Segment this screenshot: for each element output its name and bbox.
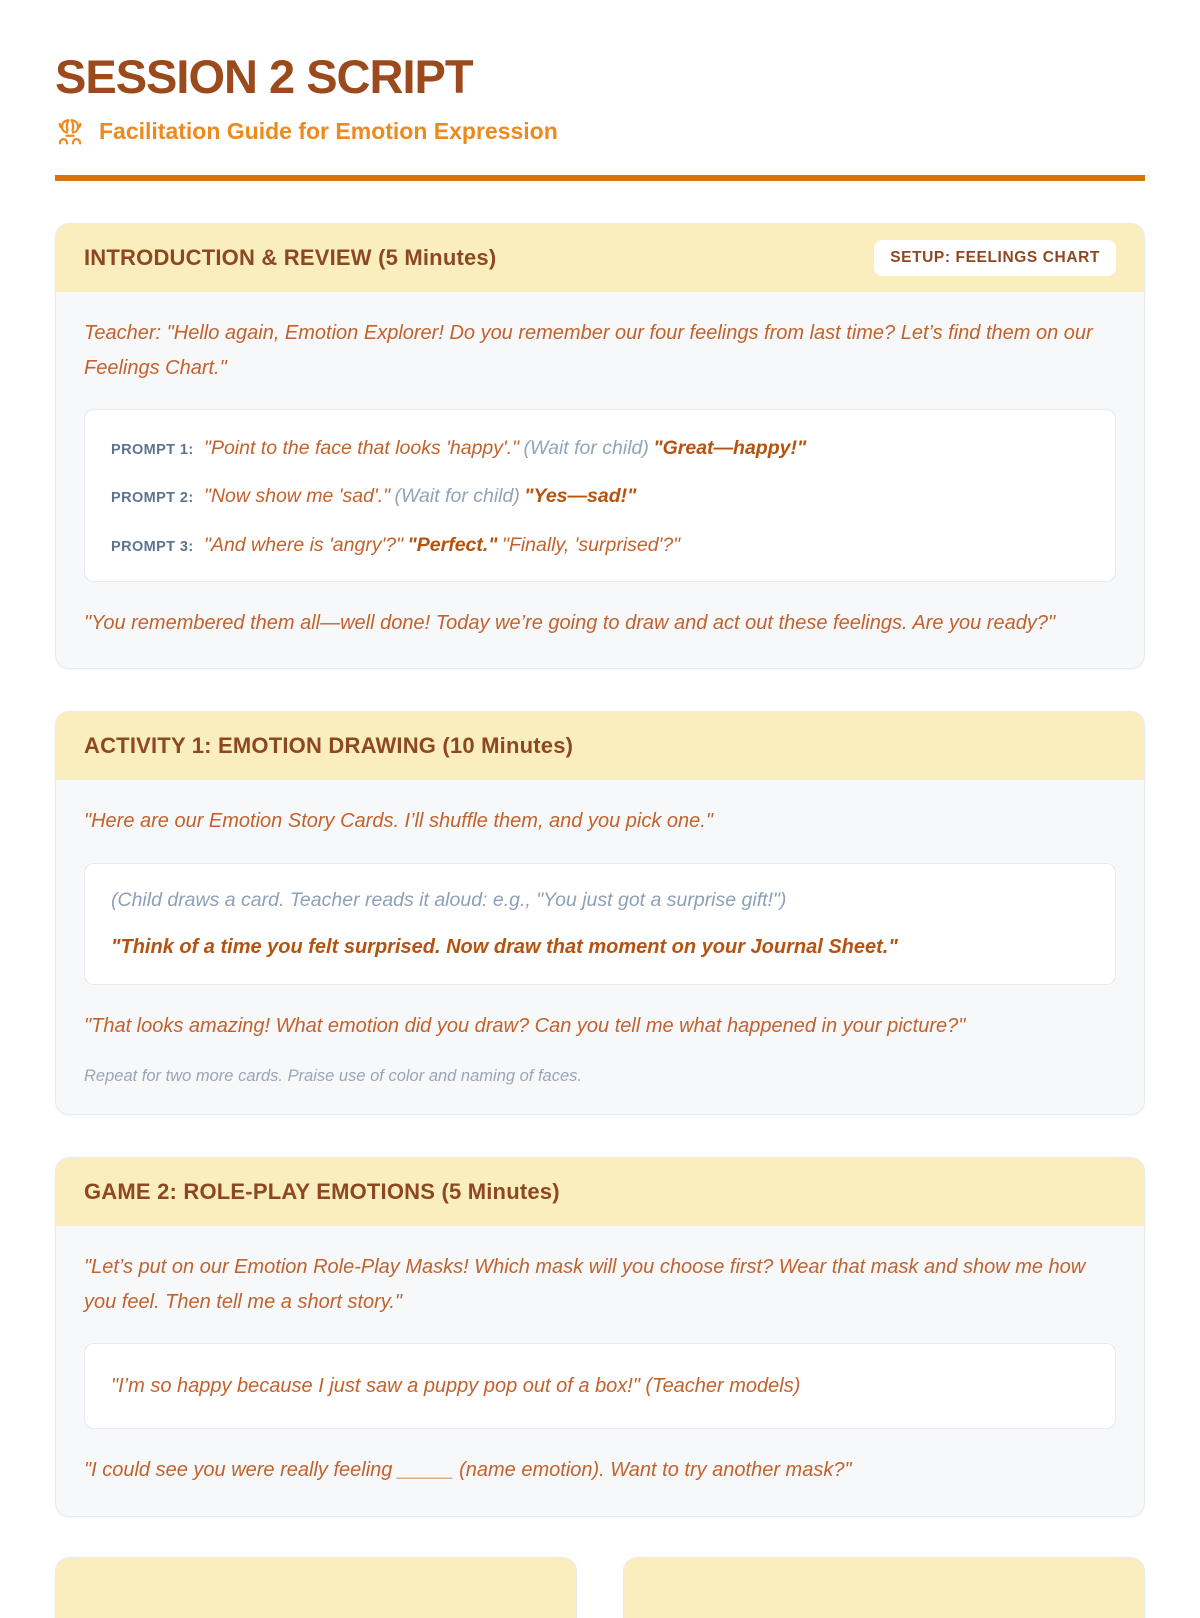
section-body: [56, 780, 1144, 1114]
prompt-quote: "Point to the face that looks 'happy'.": [204, 437, 520, 460]
page-subtitle-row: [55, 117, 1145, 145]
model-box: [84, 1343, 1116, 1429]
prompt-quote: "Now show me 'sad'.": [204, 485, 391, 508]
stage-direction: (Child draws a card. Teacher reads it aloud: e.g., "You just got a surprise gift!"): [111, 888, 787, 911]
section-introduction-review: [55, 223, 1145, 669]
prompt-response: "Great—happy!": [653, 437, 807, 460]
prompt-row-3: [111, 531, 1089, 559]
prompt-label: PROMPT 2:: [111, 490, 194, 507]
facilitator-note: Repeat for two more cards. Praise use of color and naming of faces.: [84, 1067, 582, 1086]
follow-up-line: "I could see you were really feeling _____ (name emotion). Want to try another mask?": [84, 1459, 852, 1482]
page-title: SESSION 2 SCRIPT: [55, 50, 473, 103]
follow-up-line: "That looks amazing! What emotion did you draw? Can you tell me what happened in your picture?": [84, 1014, 966, 1037]
bottom-cards-row: [55, 1557, 1145, 1618]
theater-masks-icon: [55, 117, 85, 145]
section-body: [56, 292, 1144, 668]
closing-line: "You remembered them all—well done! Today we’re going to draw and act out these feelings. Are you ready?": [84, 611, 1056, 634]
section-title: ACTIVITY 1: EMOTION DRAWING (10 Minutes): [84, 733, 574, 759]
prompt-tail: "Finally, 'surprised'?": [502, 533, 681, 556]
section-activity-1: [55, 711, 1145, 1115]
teacher-line: "Let’s put on our Emotion Role-Play Masks! Which mask will you choose first? Wear that mask and show me how you feel. Then tell me a short story.": [84, 1256, 1086, 1313]
section-game-2: [55, 1157, 1145, 1516]
section-header: [56, 224, 1144, 292]
teacher-line: "Here are our Emotion Story Cards. I’ll shuffle them, and you pick one.": [84, 810, 713, 833]
teacher-line: Teacher: "Hello again, Emotion Explorer! Do you remember our four feelings from last time? Let’s find them on our Feelings Chart.": [84, 322, 1093, 379]
teacher-model-line: "I’m so happy because I just saw a puppy pop out of a box!" (Teacher models): [111, 1375, 801, 1398]
section-title: GAME 2: ROLE-PLAY EMOTIONS (5 Minutes): [84, 1179, 560, 1205]
prompt-row-1: [111, 434, 1089, 462]
prompt-response: "Perfect.": [407, 533, 498, 556]
section-header: [56, 712, 1144, 780]
prompt-response: "Yes—sad!": [524, 485, 637, 508]
header-divider: [55, 175, 1145, 181]
section-header: [56, 1558, 576, 1618]
activity-box: [84, 863, 1116, 985]
prompt-label: PROMPT 1:: [111, 442, 194, 459]
page-subtitle: Facilitation Guide for Emotion Expression: [99, 117, 558, 144]
partial-card-left: [55, 1557, 577, 1618]
prompt-aside: (Wait for child): [523, 437, 649, 460]
section-header: [56, 1158, 1144, 1226]
prompt-quote: "And where is 'angry'?": [204, 533, 404, 556]
prompt-row-2: [111, 482, 1089, 510]
setup-badge: SETUP: FEELINGS CHART: [874, 240, 1116, 276]
section-header: [624, 1558, 1144, 1618]
section-body: [56, 1226, 1144, 1515]
prompt-label: PROMPT 3:: [111, 538, 194, 555]
partial-card-right: [623, 1557, 1145, 1618]
teacher-instruction: "Think of a time you felt surprised. Now draw that moment on your Journal Sheet.": [111, 935, 898, 958]
section-title: INTRODUCTION & REVIEW (5 Minutes): [84, 245, 497, 271]
prompts-box: [84, 409, 1116, 582]
prompt-aside: (Wait for child): [394, 485, 520, 508]
